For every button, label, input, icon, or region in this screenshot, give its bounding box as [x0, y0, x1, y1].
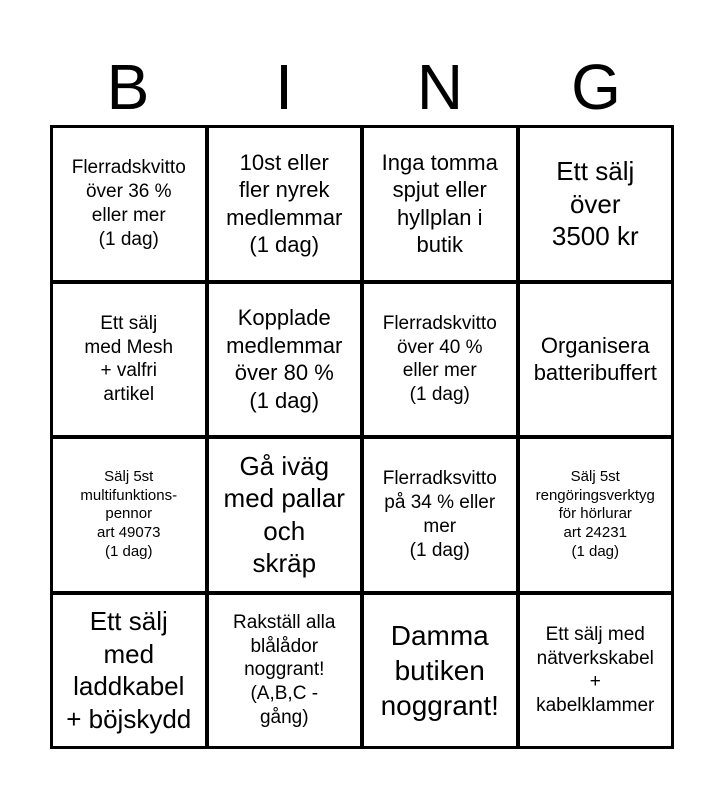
cell-text: Organisera batteribuffert	[533, 332, 657, 386]
bingo-cell-r3c2[interactable]	[209, 439, 361, 591]
cell-text: Ett sälj med nätverkskabel + kabelklammer	[536, 623, 655, 716]
header-letter-g: G	[571, 51, 621, 123]
cell-text: Kopplade medlemmar över 80 % (1 dag)	[226, 305, 343, 413]
cell-text: Sälj 5st multifunktions- pennor art 49073 (1 dag)	[80, 467, 178, 560]
cell-text: Flerradksvitto på 34 % eller mer (1 dag)	[382, 468, 497, 561]
bingo-cell-r4c3[interactable]	[364, 595, 516, 747]
bingo-cell-r2c1[interactable]	[53, 284, 205, 436]
bingo-cell-r1c3[interactable]	[364, 128, 516, 280]
header-letter-b: B	[106, 51, 150, 123]
cell-text: Flerradskvitto över 36 % eller mer (1 dag)	[71, 157, 186, 250]
bingo-cell-r4c1[interactable]	[53, 595, 205, 747]
cell-text: Ett sälj över 3500 kr	[551, 156, 639, 251]
bingo-header	[50, 48, 674, 126]
cell-text: 10st eller fler nyrek medlemmar (1 dag)	[226, 149, 343, 258]
cell-text: Flerradskvitto över 40 % eller mer (1 dag)	[382, 312, 497, 405]
cell-text: Damma butiken noggrant!	[380, 619, 499, 721]
cell-text: Inga tomma spjut eller hyllplan i butik	[381, 149, 498, 258]
bingo-cell-r2c2[interactable]	[209, 284, 361, 436]
bingo-cell-r1c1[interactable]	[53, 128, 205, 280]
bingo-cell-r2c3[interactable]	[364, 284, 516, 436]
bingo-cell-r2c4[interactable]	[520, 284, 672, 436]
cell-text: Rakställ alla blålådor noggrant! (A,B,C - gång)	[233, 611, 336, 728]
bingo-cell-r1c2[interactable]	[209, 128, 361, 280]
bingo-cell-r3c1[interactable]	[53, 439, 205, 591]
cell-text: Gå iväg med pallar och skräp	[223, 450, 345, 579]
bingo-cell-r3c4[interactable]	[520, 439, 672, 591]
header-letter-i: I	[275, 51, 293, 123]
cell-text: Ett sälj med laddkabel + böjskydd	[66, 606, 192, 734]
bingo-cell-r1c4[interactable]	[520, 128, 672, 280]
cell-text: Ett sälj med Mesh + valfri artikel	[84, 312, 174, 405]
bingo-cell-r4c2[interactable]	[209, 595, 361, 747]
bingo-cell-r4c4[interactable]	[520, 595, 672, 747]
bingo-board	[50, 125, 674, 749]
bingo-cell-r3c3[interactable]	[364, 439, 516, 591]
header-letter-n: N	[416, 51, 464, 123]
cell-text: Sälj 5st rengöringsverktyg för hörlurar art 24231 (1 dag)	[535, 467, 655, 560]
